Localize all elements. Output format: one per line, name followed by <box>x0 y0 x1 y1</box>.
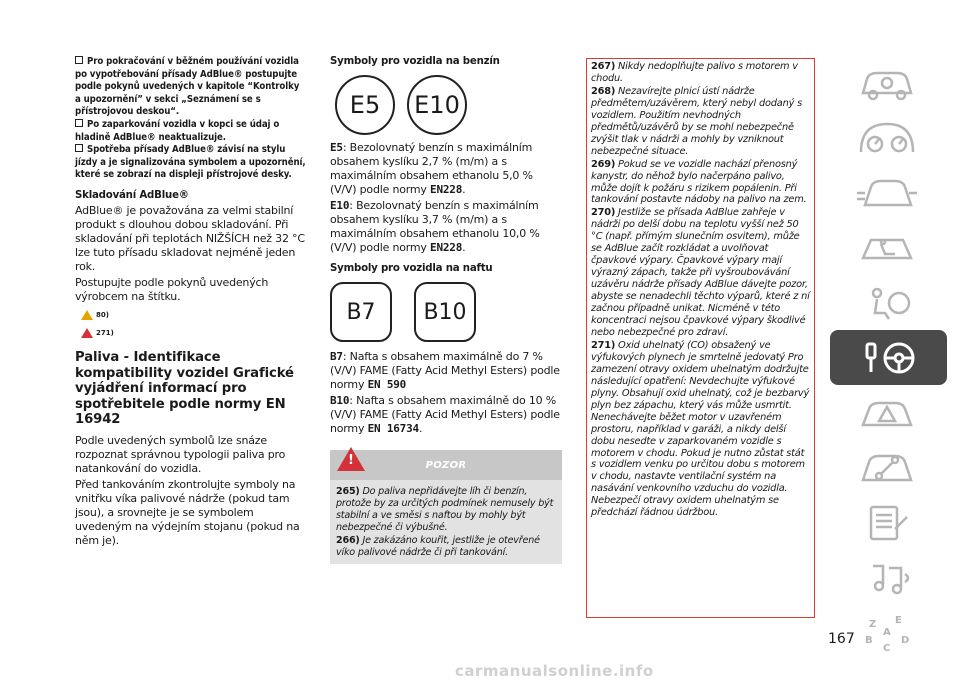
warning-item-269: 269) Pokud se ve vozidle nachází přenosný kanystr, do něhož bylo načerpáno palivo, může dojít k požáru s rizikem popálenin. Při tankování postavte nádoby na palivo na zem. <box>591 158 807 206</box>
index-letter-b: B <box>865 634 873 646</box>
b7-description: B7: Nafta s obsahem maximálně do 7 % (V/V) FAME (Fatty Acid Methyl Esters) podle normy EN 590 <box>330 350 560 391</box>
storage-paragraph-2: Postupujte podle pokynů uvedených výrobcem na štítku. <box>75 275 269 303</box>
caution-triangle-icon <box>81 310 93 320</box>
e10-description: E10: Bezolovnatý benzín s maximálním obsahem kyslíku 3,7 % (m/m) a s maximálním obsahem ethanolu 10,0 % (V/V) podle normy EN228. <box>330 199 540 254</box>
e5-symbol: E5 <box>335 75 395 135</box>
warning-item-266: 266) Je zakázáno kouřit, jestliže je otevřené víko palivové nádrže či při tankování. <box>336 535 540 558</box>
key-steering-icon[interactable] <box>830 330 947 385</box>
airbag-icon[interactable] <box>827 275 947 330</box>
warning-item-265: 265) Do paliva nepřidávejte líh či benzín, protože by za určitých podmínek nemusely být stabilní a ve směsi s naftou by mohly být nebezpečné či výbušné. <box>336 486 554 533</box>
car-lights-icon[interactable] <box>827 165 947 220</box>
bullet-square-icon <box>75 144 83 152</box>
chapter-sidebar <box>827 55 947 660</box>
diesel-symbols <box>330 282 562 342</box>
index-letter-e: E <box>895 614 902 626</box>
petrol-heading: Symboly pro vozidla na benzín <box>330 56 500 67</box>
car-info-icon[interactable] <box>827 55 947 110</box>
multimedia-icon[interactable] <box>827 550 947 605</box>
storage-heading: Skladování AdBlue® <box>75 189 189 201</box>
warning-item-271: 271) Oxid uhelnatý (CO) obsažený ve výfukových plynech je smrtelně jedovatý Pro zamezení otravy oxidem uhelnatým dodržujte následující opatření: Nevdechujte výfukové plyny. Obsahují oxid uhelnatý, což je bezbarvý plyn bez zápachu, který vás může usmrtit. Nenechávejte běžet motor v uzavřeném prostoru, například v garáži, a nikdy delší dobu nesedte v zaparkovaném vozidle s motorem v chodu. Pokud je nutno zůstat stát s vozidlem venku po určitou dobu s motorem v chodu, nastavte ventilační systém na nasávání venkovního vzduchu do vozidla. Nebezpečí otravy oxidem uhelnatým se předchází řádnou údržbou. <box>591 339 810 519</box>
e10-symbol: E10 <box>407 75 467 135</box>
e5-description: E5: Bezolovnatý benzín s maximálním obsahem kyslíku 2,7 % (m/m) a s maximálním obsahem ethanolu 5,0 % (V/V) podle normy EN228. <box>330 141 533 196</box>
index-letter-c: C <box>883 642 891 653</box>
watermark: carmanualsonline.info <box>455 662 654 680</box>
reference-271: 271) <box>81 326 307 340</box>
storage-paragraph-1: AdBlue® je považována za velmi stabilní produkt s dlouhou dobou skladování. Při skladování při teplotách NIŽŠÍCH než 32 °C lze tuto přísadu skladovat nejméně jeden rok. <box>75 203 305 273</box>
dashboard-icon[interactable] <box>827 110 947 165</box>
column-left <box>75 56 307 550</box>
index-letter-a: A <box>883 626 891 638</box>
car-specs-icon[interactable] <box>827 495 947 550</box>
column-middle <box>330 56 562 564</box>
petrol-symbols <box>335 75 562 135</box>
index-letter-z: Z <box>869 618 877 630</box>
warning-item-270: 270) Jestliže se přísada AdBlue zahřeje v nádrži po delší dobu na teplotu vyšší než 50 °C (např. přímým slunečním osvitem), může se AdBlue začít rozkládat a uvolňovat čpavkové výpary. Čpavkové výpary mají výrazný zápach, takže při vyšroubovávání uzávěru nádrže přísady AdBlue dávejte pozor, abyste se nenadechli těchto výparů, které z ní začnou případně unikat. Nicméně v této koncentraci nejsou čpavkové výpary škodlivé nebo nebezpečné pro zdraví. <box>591 207 810 338</box>
bullet-square-icon <box>75 56 83 64</box>
bullet-adblue-usage: Pro pokračování v běžném používání vozidla po vypotřebování přísady AdBlue® postupujte podle pokynů uvedených v kapitole “Kontrolky a upozornění” v sekci „Seznámení se s přístrojovou deskou“. <box>75 56 300 118</box>
b7-symbol: B7 <box>330 282 392 342</box>
fuel-identification-heading: Paliva - Identifikace kompatibility vozidel Grafické vyjádření informací pro spotřebitele podle normy EN 16942 <box>75 349 294 428</box>
warning-item-267: 267) Nikdy nedoplňujte palivo s motorem v chodu. <box>591 61 798 84</box>
warning-triangle-icon <box>81 328 93 338</box>
car-warning-icon[interactable] <box>827 385 947 440</box>
column-right-warnings <box>586 58 815 618</box>
car-seat-icon[interactable] <box>827 220 947 275</box>
warning-triangle-icon <box>337 447 365 471</box>
warning-item-268: 268) Nezavírejte plnicí ústí nádrže předmětem/uzávěrem, který nebyl dodaný s vozidlem. Použitím nevhodných předmětů/uzávěrů by se mohl nebezpečně zvýšit tlak v nádrži a mohly by vzniknout nebezpečné situace. <box>591 85 803 157</box>
fuel-paragraph-2: Před tankováním zkontrolujte symboly na vnitřku víka palivové nádrže (pokud tam jsou), a srovnejte je se symbolem uvedeným na výdejním stojanu (pokud na něm je). <box>75 477 300 547</box>
bullet-adblue-consumption: Spotřeba přísady AdBlue® závisí na stylu jízdy a je signalizována symbolem a upozornění, které se zobrazí na displeji přístrojové desky. <box>75 144 306 181</box>
fuel-paragraph-1: Podle uvedených symbolů lze snáze rozpoznat správnou typologii paliva pro natankování do vozidla. <box>75 433 286 475</box>
diesel-heading: Symboly pro vozidla na naftu <box>330 263 493 274</box>
b10-description: B10: Nafta s obsahem maximálně do 10 % (V/V) FAME (Fatty Acid Methyl Esters) podle normy EN 16734. <box>330 394 560 435</box>
index-letter-d: D <box>901 634 910 646</box>
bullet-adblue-slope: Po zaparkování vozidla v kopci se údaj o hladině AdBlue® neaktualizuje. <box>75 118 280 143</box>
reference-80: 80) <box>81 308 307 322</box>
b10-symbol: B10 <box>414 282 476 342</box>
bullet-square-icon <box>75 119 83 127</box>
pozor-warning-header: ! POZOR <box>330 450 562 480</box>
page-number: 167 <box>828 631 855 647</box>
pozor-warning-body <box>330 480 562 564</box>
car-service-icon[interactable] <box>827 440 947 495</box>
